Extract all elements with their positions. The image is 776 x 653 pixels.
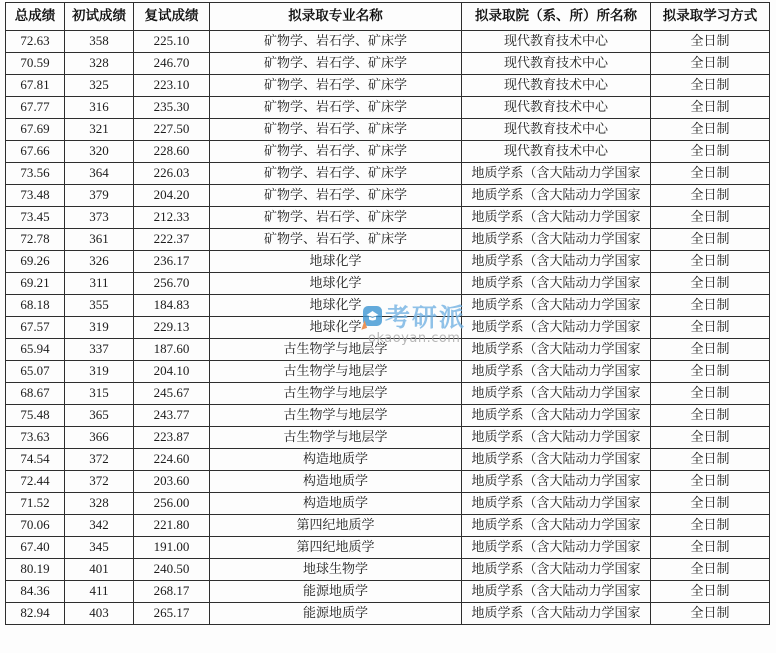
table-cell: 地质学系（含大陆动力学国家 xyxy=(462,603,651,625)
table-cell: 316 xyxy=(65,97,134,119)
table-cell: 379 xyxy=(65,185,134,207)
table-row xyxy=(6,119,770,141)
table-cell: 321 xyxy=(65,119,134,141)
table-cell: 325 xyxy=(65,75,134,97)
table-cell: 全日制 xyxy=(651,251,770,273)
table-cell: 地质学系（含大陆动力学国家 xyxy=(462,471,651,493)
table-cell: 403 xyxy=(65,603,134,625)
table-cell: 70.06 xyxy=(6,515,65,537)
table-cell: 315 xyxy=(65,383,134,405)
table-row xyxy=(6,141,770,163)
table-cell: 229.13 xyxy=(134,317,210,339)
table-cell: 现代教育技术中心 xyxy=(462,75,651,97)
table-cell: 67.57 xyxy=(6,317,65,339)
table-cell: 地质学系（含大陆动力学国家 xyxy=(462,493,651,515)
table-cell: 73.45 xyxy=(6,207,65,229)
table-cell: 全日制 xyxy=(651,471,770,493)
table-row xyxy=(6,361,770,383)
table-row xyxy=(6,405,770,427)
admission-score-table xyxy=(5,2,770,625)
table-cell: 地质学系（含大陆动力学国家 xyxy=(462,251,651,273)
header-retest-score: 复试成绩 xyxy=(134,3,210,31)
table-row xyxy=(6,427,770,449)
table-cell: 全日制 xyxy=(651,31,770,53)
table-cell: 地球化学 xyxy=(210,317,462,339)
table-cell: 全日制 xyxy=(651,537,770,559)
header-total-score: 总成绩 xyxy=(6,3,65,31)
table-cell: 84.36 xyxy=(6,581,65,603)
table-cell: 地球生物学 xyxy=(210,559,462,581)
table-cell: 全日制 xyxy=(651,317,770,339)
table-row xyxy=(6,229,770,251)
table-row xyxy=(6,251,770,273)
table-row xyxy=(6,273,770,295)
header-initial-score: 初试成绩 xyxy=(65,3,134,31)
table-cell: 全日制 xyxy=(651,581,770,603)
table-cell: 全日制 xyxy=(651,449,770,471)
table-cell: 全日制 xyxy=(651,229,770,251)
table-cell: 203.60 xyxy=(134,471,210,493)
admission-score-table-wrap xyxy=(5,2,769,625)
table-cell: 245.67 xyxy=(134,383,210,405)
table-row xyxy=(6,53,770,75)
table-cell: 68.18 xyxy=(6,295,65,317)
table-cell: 319 xyxy=(65,317,134,339)
table-cell: 现代教育技术中心 xyxy=(462,53,651,75)
table-cell: 全日制 xyxy=(651,207,770,229)
table-cell: 246.70 xyxy=(134,53,210,75)
table-cell: 地质学系（含大陆动力学国家 xyxy=(462,317,651,339)
table-row xyxy=(6,317,770,339)
table-row xyxy=(6,31,770,53)
table-cell: 地质学系（含大陆动力学国家 xyxy=(462,229,651,251)
table-cell: 现代教育技术中心 xyxy=(462,97,651,119)
table-cell: 361 xyxy=(65,229,134,251)
table-cell: 第四纪地质学 xyxy=(210,537,462,559)
table-cell: 355 xyxy=(65,295,134,317)
table-cell: 80.19 xyxy=(6,559,65,581)
table-row xyxy=(6,603,770,625)
table-cell: 372 xyxy=(65,449,134,471)
table-cell: 320 xyxy=(65,141,134,163)
table-cell: 古生物学与地层学 xyxy=(210,383,462,405)
table-cell: 第四纪地质学 xyxy=(210,515,462,537)
table-cell: 212.33 xyxy=(134,207,210,229)
table-cell: 全日制 xyxy=(651,493,770,515)
table-cell: 72.44 xyxy=(6,471,65,493)
table-cell: 地质学系（含大陆动力学国家 xyxy=(462,581,651,603)
table-cell: 69.21 xyxy=(6,273,65,295)
table-row xyxy=(6,295,770,317)
table-cell: 地质学系（含大陆动力学国家 xyxy=(462,383,651,405)
table-cell: 矿物学、岩石学、矿床学 xyxy=(210,31,462,53)
table-cell: 225.10 xyxy=(134,31,210,53)
table-body xyxy=(6,31,770,625)
table-cell: 矿物学、岩石学、矿床学 xyxy=(210,163,462,185)
table-row xyxy=(6,75,770,97)
table-row xyxy=(6,559,770,581)
table-cell: 364 xyxy=(65,163,134,185)
table-cell: 全日制 xyxy=(651,603,770,625)
table-cell: 矿物学、岩石学、矿床学 xyxy=(210,75,462,97)
table-cell: 构造地质学 xyxy=(210,493,462,515)
table-cell: 224.60 xyxy=(134,449,210,471)
table-cell: 地质学系（含大陆动力学国家 xyxy=(462,339,651,361)
table-cell: 古生物学与地层学 xyxy=(210,405,462,427)
table-cell: 地球化学 xyxy=(210,251,462,273)
table-cell: 地质学系（含大陆动力学国家 xyxy=(462,559,651,581)
table-cell: 地质学系（含大陆动力学国家 xyxy=(462,273,651,295)
table-cell: 68.67 xyxy=(6,383,65,405)
table-cell: 古生物学与地层学 xyxy=(210,361,462,383)
table-cell: 256.70 xyxy=(134,273,210,295)
table-row xyxy=(6,185,770,207)
table-cell: 223.87 xyxy=(134,427,210,449)
header-department-name: 拟录取院（系、所）所名称 xyxy=(462,3,651,31)
table-cell: 228.60 xyxy=(134,141,210,163)
table-cell: 地质学系（含大陆动力学国家 xyxy=(462,207,651,229)
table-cell: 全日制 xyxy=(651,515,770,537)
table-cell: 69.26 xyxy=(6,251,65,273)
table-cell: 67.69 xyxy=(6,119,65,141)
table-cell: 411 xyxy=(65,581,134,603)
table-cell: 现代教育技术中心 xyxy=(462,119,651,141)
table-cell: 372 xyxy=(65,471,134,493)
table-cell: 204.20 xyxy=(134,185,210,207)
table-cell: 矿物学、岩石学、矿床学 xyxy=(210,119,462,141)
table-cell: 268.17 xyxy=(134,581,210,603)
table-cell: 328 xyxy=(65,53,134,75)
table-cell: 矿物学、岩石学、矿床学 xyxy=(210,207,462,229)
table-cell: 构造地质学 xyxy=(210,471,462,493)
table-cell: 82.94 xyxy=(6,603,65,625)
table-cell: 358 xyxy=(65,31,134,53)
table-row xyxy=(6,97,770,119)
table-cell: 73.56 xyxy=(6,163,65,185)
table-row xyxy=(6,471,770,493)
table-cell: 240.50 xyxy=(134,559,210,581)
table-cell: 221.80 xyxy=(134,515,210,537)
table-row xyxy=(6,537,770,559)
table-cell: 矿物学、岩石学、矿床学 xyxy=(210,53,462,75)
table-cell: 全日制 xyxy=(651,119,770,141)
header-study-mode: 拟录取学习方式 xyxy=(651,3,770,31)
table-cell: 全日制 xyxy=(651,141,770,163)
table-cell: 74.54 xyxy=(6,449,65,471)
table-cell: 全日制 xyxy=(651,185,770,207)
table-cell: 地质学系（含大陆动力学国家 xyxy=(462,185,651,207)
table-cell: 能源地质学 xyxy=(210,581,462,603)
table-cell: 67.66 xyxy=(6,141,65,163)
table-cell: 67.40 xyxy=(6,537,65,559)
table-cell: 现代教育技术中心 xyxy=(462,31,651,53)
table-row xyxy=(6,581,770,603)
table-cell: 全日制 xyxy=(651,339,770,361)
table-cell: 311 xyxy=(65,273,134,295)
header-row xyxy=(6,3,770,31)
table-cell: 矿物学、岩石学、矿床学 xyxy=(210,185,462,207)
table-cell: 全日制 xyxy=(651,53,770,75)
table-cell: 227.50 xyxy=(134,119,210,141)
table-cell: 223.10 xyxy=(134,75,210,97)
table-cell: 地质学系（含大陆动力学国家 xyxy=(462,449,651,471)
table-cell: 地质学系（含大陆动力学国家 xyxy=(462,405,651,427)
table-cell: 现代教育技术中心 xyxy=(462,141,651,163)
table-cell: 矿物学、岩石学、矿床学 xyxy=(210,97,462,119)
table-cell: 401 xyxy=(65,559,134,581)
table-cell: 70.59 xyxy=(6,53,65,75)
table-cell: 187.60 xyxy=(134,339,210,361)
table-cell: 319 xyxy=(65,361,134,383)
table-cell: 全日制 xyxy=(651,97,770,119)
table-cell: 256.00 xyxy=(134,493,210,515)
table-cell: 342 xyxy=(65,515,134,537)
table-cell: 全日制 xyxy=(651,361,770,383)
table-cell: 地质学系（含大陆动力学国家 xyxy=(462,163,651,185)
table-cell: 204.10 xyxy=(134,361,210,383)
table-cell: 222.37 xyxy=(134,229,210,251)
table-cell: 地质学系（含大陆动力学国家 xyxy=(462,515,651,537)
table-cell: 全日制 xyxy=(651,405,770,427)
table-row xyxy=(6,515,770,537)
table-cell: 373 xyxy=(65,207,134,229)
table-cell: 65.94 xyxy=(6,339,65,361)
table-cell: 236.17 xyxy=(134,251,210,273)
table-header xyxy=(6,3,770,31)
table-cell: 67.77 xyxy=(6,97,65,119)
table-cell: 全日制 xyxy=(651,295,770,317)
table-row xyxy=(6,383,770,405)
table-cell: 337 xyxy=(65,339,134,361)
table-cell: 地球化学 xyxy=(210,295,462,317)
table-cell: 构造地质学 xyxy=(210,449,462,471)
table-cell: 全日制 xyxy=(651,427,770,449)
table-row xyxy=(6,163,770,185)
table-cell: 72.63 xyxy=(6,31,65,53)
table-cell: 326 xyxy=(65,251,134,273)
table-cell: 矿物学、岩石学、矿床学 xyxy=(210,229,462,251)
table-cell: 72.78 xyxy=(6,229,65,251)
table-cell: 73.63 xyxy=(6,427,65,449)
table-cell: 65.07 xyxy=(6,361,65,383)
table-cell: 地质学系（含大陆动力学国家 xyxy=(462,295,651,317)
table-cell: 地球化学 xyxy=(210,273,462,295)
table-cell: 366 xyxy=(65,427,134,449)
table-cell: 184.83 xyxy=(134,295,210,317)
table-cell: 全日制 xyxy=(651,273,770,295)
table-row xyxy=(6,493,770,515)
table-cell: 全日制 xyxy=(651,383,770,405)
table-row xyxy=(6,339,770,361)
table-cell: 73.48 xyxy=(6,185,65,207)
table-cell: 全日制 xyxy=(651,75,770,97)
header-major-name: 拟录取专业名称 xyxy=(210,3,462,31)
table-cell: 328 xyxy=(65,493,134,515)
table-cell: 75.48 xyxy=(6,405,65,427)
table-row xyxy=(6,449,770,471)
table-cell: 243.77 xyxy=(134,405,210,427)
table-cell: 67.81 xyxy=(6,75,65,97)
table-row xyxy=(6,207,770,229)
table-cell: 265.17 xyxy=(134,603,210,625)
table-cell: 地质学系（含大陆动力学国家 xyxy=(462,361,651,383)
table-cell: 地质学系（含大陆动力学国家 xyxy=(462,537,651,559)
table-cell: 矿物学、岩石学、矿床学 xyxy=(210,141,462,163)
table-cell: 235.30 xyxy=(134,97,210,119)
table-cell: 226.03 xyxy=(134,163,210,185)
table-cell: 能源地质学 xyxy=(210,603,462,625)
table-cell: 地质学系（含大陆动力学国家 xyxy=(462,427,651,449)
table-cell: 古生物学与地层学 xyxy=(210,339,462,361)
table-cell: 345 xyxy=(65,537,134,559)
table-cell: 全日制 xyxy=(651,559,770,581)
watermark-brand-text: 考研派 xyxy=(385,303,467,332)
watermark-url-text: okaoyan.com xyxy=(368,331,461,346)
table-cell: 全日制 xyxy=(651,163,770,185)
table-cell: 古生物学与地层学 xyxy=(210,427,462,449)
table-cell: 71.52 xyxy=(6,493,65,515)
table-cell: 365 xyxy=(65,405,134,427)
table-cell: 191.00 xyxy=(134,537,210,559)
